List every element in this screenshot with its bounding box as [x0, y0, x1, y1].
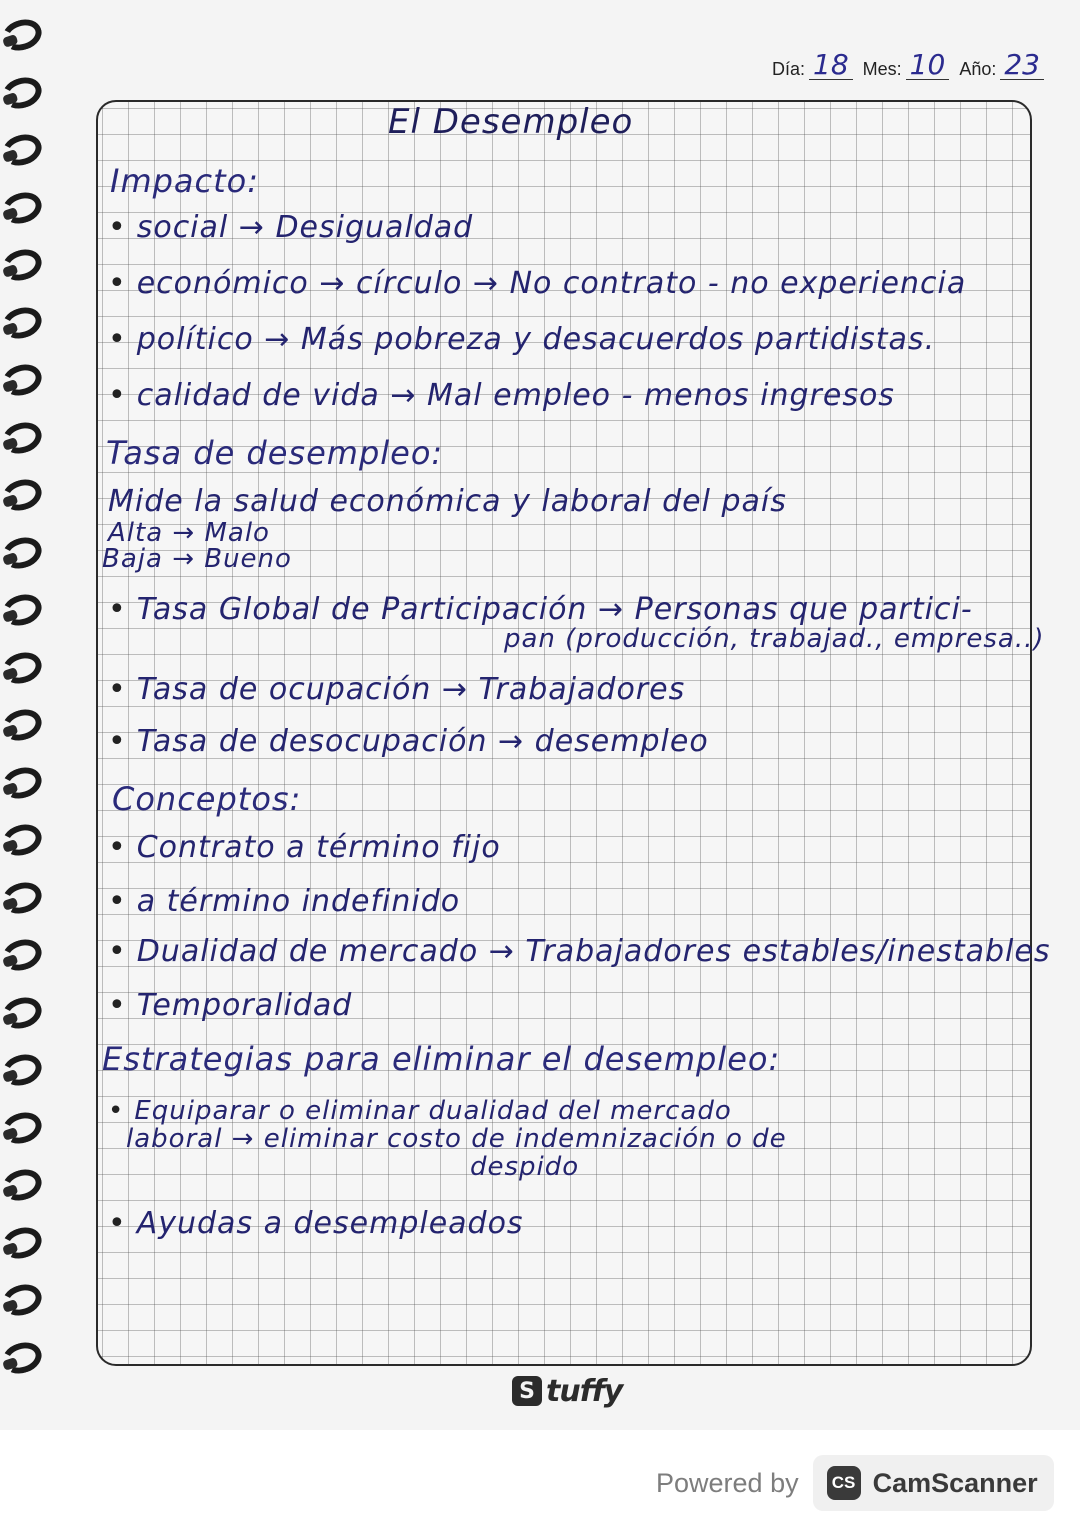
impacto-item-calidad-vida: • calidad de vida → Mal empleo - menos ingresos	[108, 378, 895, 413]
concepto-termino-fijo: • Contrato a término fijo	[108, 830, 501, 865]
grid-paper	[96, 100, 1051, 1366]
tasa-baja: Baja → Bueno	[102, 544, 292, 574]
stuffy-logo-text: tuffy	[546, 1373, 623, 1409]
date-header	[772, 44, 1050, 80]
day-label: Día:	[772, 59, 806, 79]
page-title: El Desempleo	[388, 102, 634, 142]
concepto-temporalidad: • Temporalidad	[108, 988, 352, 1023]
tasa-item-global-cont: pan (producción, trabajad., empresa..)	[504, 624, 1045, 654]
tasa-alta: Alta → Malo	[108, 518, 270, 548]
year-value: 23	[1000, 51, 1044, 80]
spiral-ring	[0, 72, 46, 113]
month-value: 10	[906, 51, 950, 80]
tasa-heading: Tasa de desempleo:	[106, 434, 444, 472]
spiral-ring	[0, 360, 46, 401]
spiral-ring	[0, 590, 46, 631]
camscanner-icon: CS	[827, 1466, 861, 1500]
spiral-ring	[0, 1337, 46, 1378]
spiral-ring	[0, 302, 46, 343]
concepto-dualidad: • Dualidad de mercado → Trabajadores estables/inestables	[108, 934, 1050, 969]
tasa-description: Mide la salud económica y laboral del país	[108, 484, 787, 519]
spiral-ring	[0, 130, 46, 171]
spiral-ring	[0, 762, 46, 803]
spiral-ring	[0, 1050, 46, 1091]
stuffy-logo-icon: S	[512, 1376, 542, 1406]
stuffy-logo	[512, 1372, 622, 1410]
estrategia-ayudas: • Ayudas a desempleados	[108, 1206, 524, 1241]
spiral-ring	[0, 187, 46, 228]
spiral-ring	[0, 992, 46, 1033]
tasa-item-desocupacion: • Tasa de desocupación → desempleo	[108, 724, 709, 759]
conceptos-heading: Conceptos:	[112, 780, 302, 818]
impacto-item-politico: • político → Más pobreza y desacuerdos partidistas.	[108, 322, 935, 357]
estrategia-equiparar-cont2: despido	[470, 1152, 580, 1182]
spiral-ring	[0, 532, 46, 573]
tasa-item-global: • Tasa Global de Participación → Personas que partici-	[108, 592, 973, 627]
impacto-item-economico: • económico → círculo → No contrato - no experiencia	[108, 266, 966, 301]
estrategia-equiparar: • Equiparar o eliminar dualidad del mercado	[108, 1096, 732, 1126]
spiral-ring	[0, 475, 46, 516]
spiral-ring	[0, 820, 46, 861]
camscanner-watermark	[656, 1455, 1054, 1511]
spiral-ring	[0, 935, 46, 976]
estrategias-heading: Estrategias para eliminar el desempleo:	[102, 1040, 781, 1078]
spiral-ring	[0, 877, 46, 918]
camscanner-name: CamScanner	[872, 1467, 1038, 1498]
year-label: Año:	[959, 59, 997, 79]
day-value: 18	[809, 51, 853, 80]
month-label: Mes:	[862, 59, 902, 79]
spiral-ring	[0, 417, 46, 458]
spiral-ring	[0, 647, 46, 688]
estrategia-equiparar-cont: laboral → eliminar costo de indemnización o de	[126, 1124, 787, 1154]
spiral-ring	[0, 1165, 46, 1206]
powered-by-label: Powered by	[656, 1467, 799, 1498]
spiral-ring	[0, 1280, 46, 1321]
concepto-termino-indefinido: • a término indefinido	[108, 884, 460, 919]
spiral-ring	[0, 705, 46, 746]
impacto-heading: Impacto:	[110, 162, 260, 200]
camscanner-pill	[813, 1455, 1054, 1511]
spiral-ring	[0, 1107, 46, 1148]
spiral-ring	[0, 1222, 46, 1263]
spiral-binding	[0, 20, 60, 1400]
tasa-item-ocupacion: • Tasa de ocupación → Trabajadores	[108, 672, 685, 707]
impacto-item-social: • social → Desigualdad	[108, 210, 473, 245]
spiral-ring	[0, 15, 46, 56]
spiral-ring	[0, 245, 46, 286]
